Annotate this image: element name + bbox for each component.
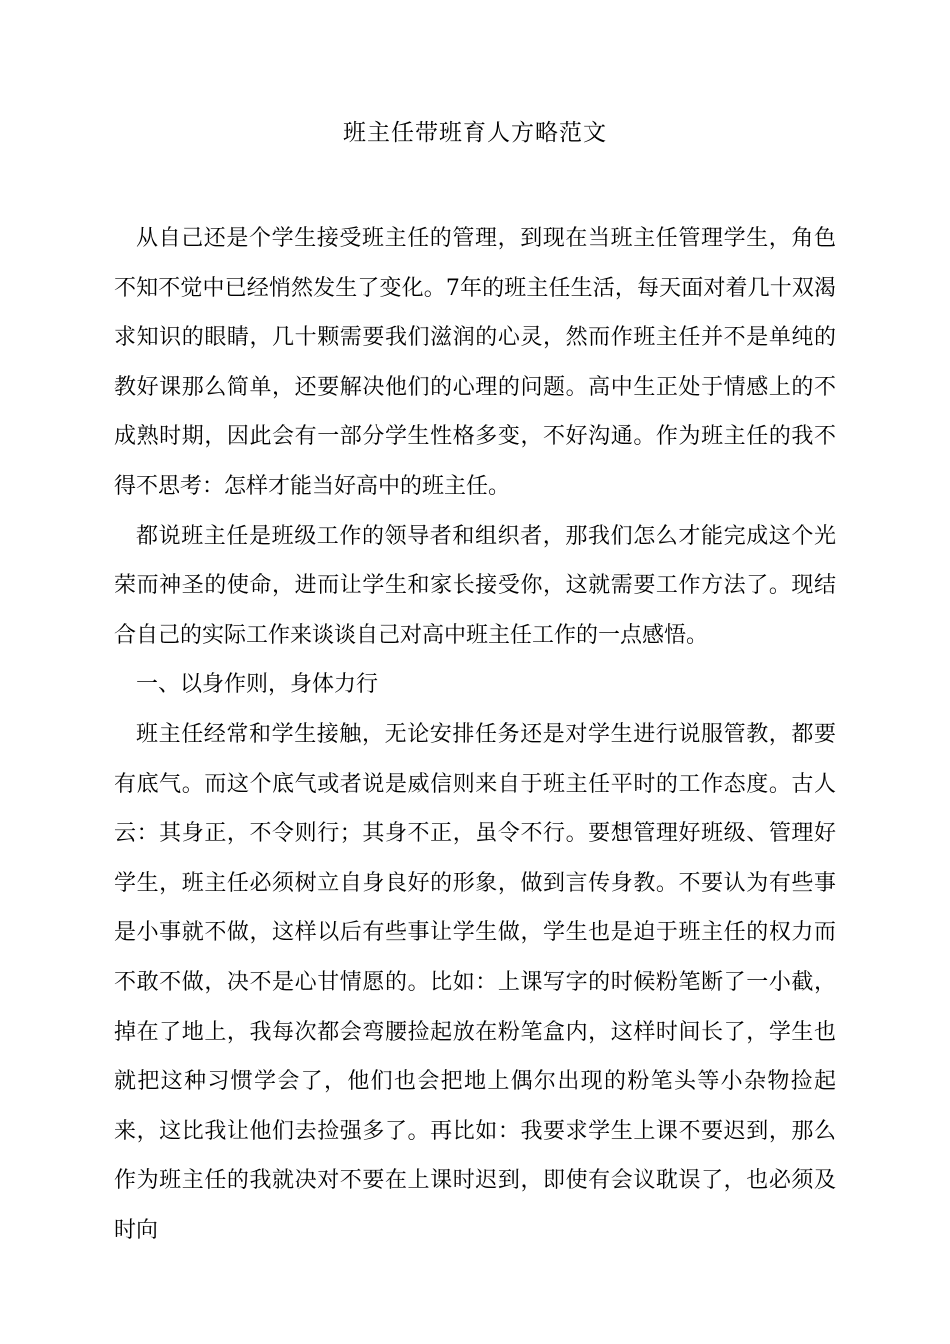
paragraph-section-one: 班主任经常和学生接触，无论安排任务还是对学生进行说服管教，都要有底气。而这个底气或者说是威信则来自于班主任平时的工作态度。古人云：其身正，不令则行；其身不正，虽令不行。要想管理好班级、管理好学生，班主任必须树立自身良好的形象，做到言传身教。不要认为有些事是小事就不做，这样以后有些事让学生做，学生也是迫于班主任的权力而不敢不做，决不是心甘情愿的。比如：上课写字的时候粉笔断了一小截，掉在了地上，我每次都会弯腰捡起放在粉笔盒内，这样时间长了，学生也就把这种习惯学会了，他们也会把地上偶尔出现的粉笔头等小杂物捡起来，这比我让他们去捡强多了。再比如：我要求学生上课不要迟到，那么作为班主任的我就决对不要在上课时迟到，即使有会议耽误了，也必须及时向 <box>114 721 836 1243</box>
paragraph-intro: 从自己还是个学生接受班主任的管理，到现在当班主任管理学生，角色不知不觉中已经悄然发生了变化。7年的班主任生活，每天面对着几十双渴求知识的眼睛，几十颗需要我们滋润的心灵，然而作班主任并不是单纯的教好课那么简单，还要解决他们的心理的问题。高中生正处于情感上的不成熟时期，因此会有一部分学生性格多变，不好沟通。作为班主任的我不得不思考：怎样才能当好高中的班主任。 <box>114 226 836 499</box>
section-heading: 一、以身作则，身体力行 <box>136 672 379 698</box>
document-title: 班主任带班育人方略范文 <box>343 120 607 146</box>
paragraph-method: 都说班主任是班级工作的领导者和组织者，那我们怎么才能完成这个光荣而神圣的使命，进而让学生和家长接受你，这就需要工作方法了。现结合自己的实际工作来谈谈自己对高中班主任工作的一点感悟。 <box>114 523 836 648</box>
document-body <box>114 214 836 1255</box>
